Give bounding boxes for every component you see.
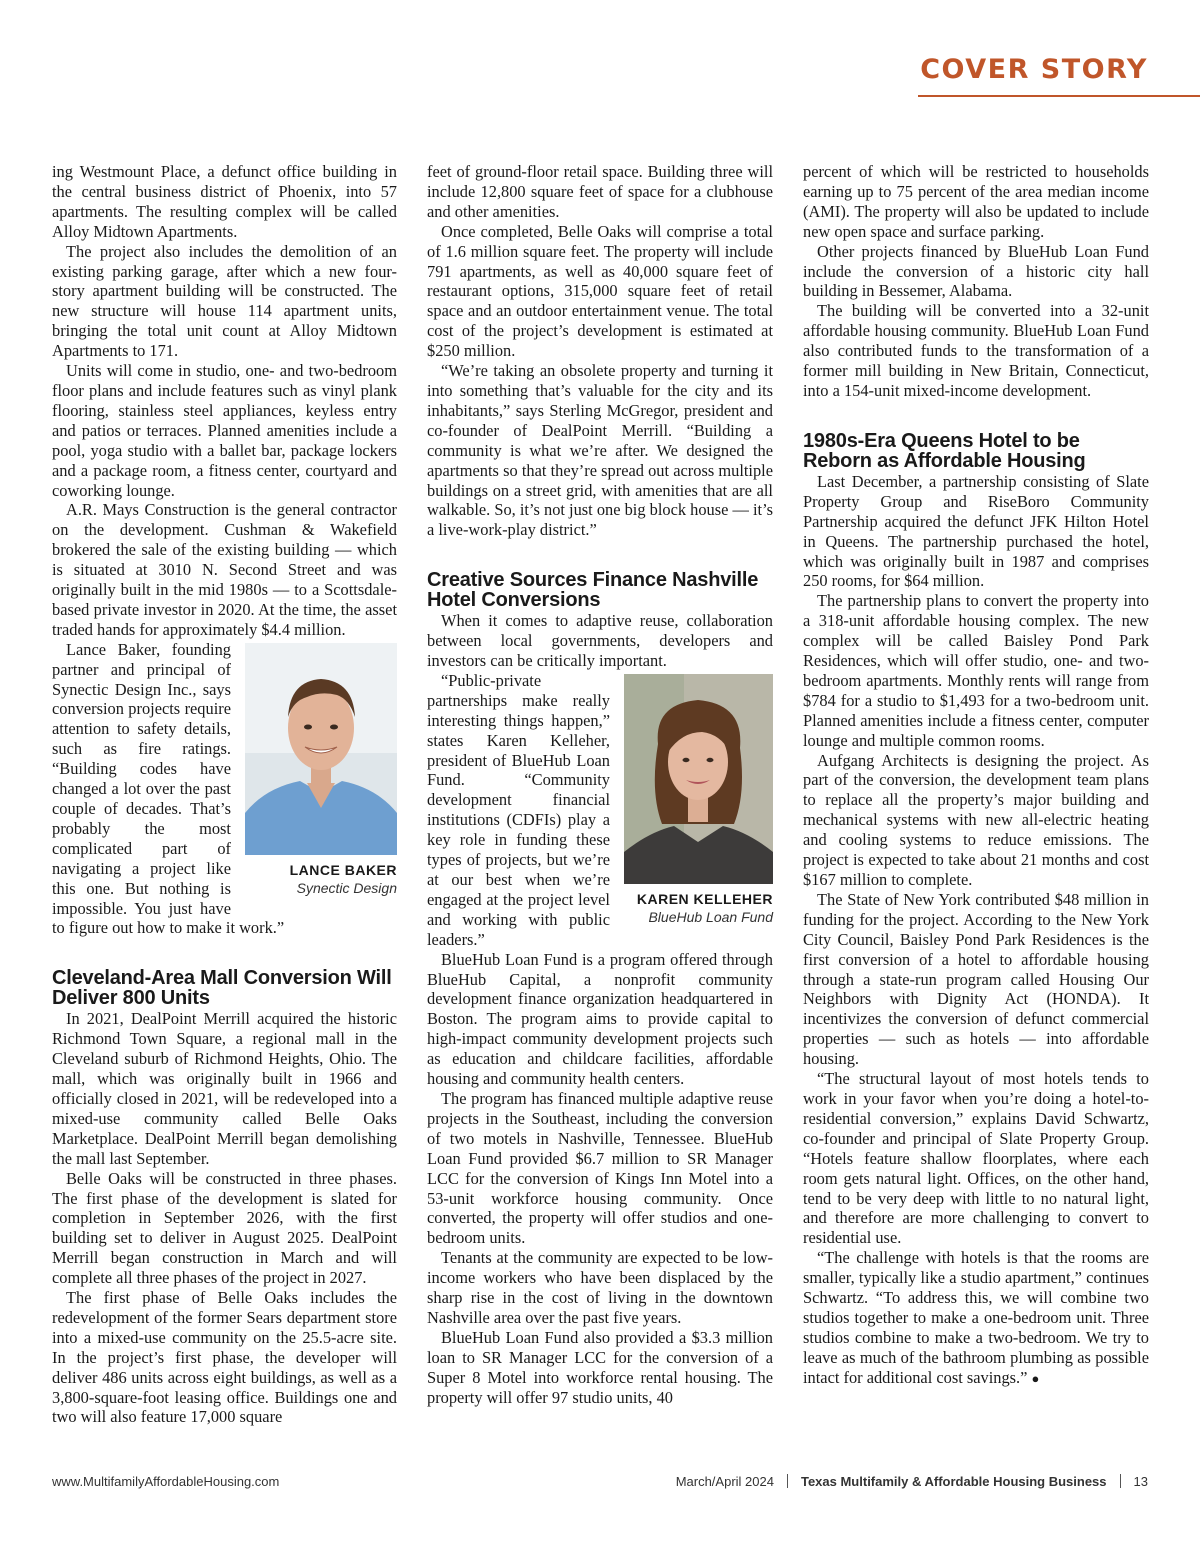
photo-karen-kelleher <box>624 674 773 926</box>
paragraph: A.R. Mays Construction is the general contractor on the development. Cushman & Wakefield brokered the sale of the existing building — which is situated at 3010 N. Second Street and was originally built in the mid 1980s — to a Scottsdale-based private investor in 2020. At the time, the asset traded hands for approximately $4.4 million. <box>52 500 397 639</box>
paragraph: Once completed, Belle Oaks will comprise a total of 1.6 million square feet. The property will include 791 apartments, as well as 40,000 square feet of restaurant options, 315,000 square feet of retail space and an outdoor entertainment venue. The total cost of the project’s development is estimated at $250 million. <box>427 221 773 361</box>
paragraph: Aufgang Architects is designing the project. As part of the conversion, the development team plans to replace all the property’s major building and mechanical systems with new all-electric heating and cooling systems to reduce emissions. The project is expected to take about 21 months and cost $167 million to complete. <box>803 750 1149 889</box>
section-heading: Creative Sources Finance Nashville Hotel Conversions <box>427 569 759 612</box>
column-2 <box>427 162 773 1407</box>
photo-caption-org: BlueHub Loan Fund <box>648 908 773 925</box>
paragraph: percent of which will be restricted to households earning up to 75 percent of the area median income (AMI). The property will also be updated to include new open space and surface parking. <box>803 162 1149 241</box>
paragraph-text: “The challenge with hotels is that the rooms are smaller, typically like a studio apartment,” continues Schwartz. “To address this, we will combine two studios together to make a one-bedroom unit. Three studios combine to make a two-bedroom. We try to leave as much of the bathroom plumbing as possible intact for additional cost savings.” <box>803 1248 1149 1387</box>
paragraph: The project also includes the demolition of an existing parking garage, after which a new four-story apartment building will be constructed. The new structure will house 114 apartment units, bringing the total unit count at Alloy Midtown Apartments to 171. <box>52 241 397 361</box>
page-number: 13 <box>1133 1474 1148 1489</box>
paragraph: “Public-private partnerships make really interesting things happen,” states Karen Kelleher, president of BlueHub Loan Fund. “Community development financial institutions (CDFIs) play a key role in funding these types of projects, but we’re at our best when we’re engaged at the project level and working with public leaders.” <box>427 670 610 949</box>
portrait-photo-icon <box>624 674 773 884</box>
paragraph: Other projects financed by BlueHub Loan Fund include the conversion of a historic city hall building in Bessemer, Alabama. <box>803 241 1149 301</box>
footer-divider <box>787 1474 788 1488</box>
section-heading: 1980s-Era Queens Hotel to be Reborn as Affordable Housing <box>803 429 1086 472</box>
column-3 <box>803 162 1149 1389</box>
paragraph: “We’re taking an obsolete property and turning it into something that’s valuable for the city and its inhabitants,” says Sterling McGregor, president and co-founder of DealPoint Merrill. “Building a community is what we’re after. We designed the apartments so that they’re spread out across multiple buildings on a street grid, with amenities that are all walkable. So, it’s not just one big block house — it’s a live-work-play district.” <box>427 361 774 540</box>
paragraph: The program has financed multiple adaptive reuse projects in the Southeast, including the conversion of two motels in Nashville, Tennessee. BlueHub Loan Fund provided $6.7 million to SR Manager LCC for the conversion of Kings Inn Motel into a 53-unit workforce housing community. Once converted, the property will offer studios and one-bedroom units. <box>427 1088 773 1248</box>
photo-caption-name: KAREN KELLEHER <box>636 890 773 907</box>
paragraph: ing Westmount Place, a defunct office building in the central business district of Phoenix, into 57 apartments. The resulting complex will be called Alloy Midtown Apartments. <box>52 162 397 241</box>
photo-caption-org: Synectic Design <box>296 879 397 896</box>
section-rule <box>918 95 1200 97</box>
footer-url[interactable]: www.MultifamilyAffordableHousing.com <box>52 1474 280 1489</box>
footer-divider <box>1120 1474 1121 1488</box>
paragraph: Units will come in studio, one- and two-bedroom floor plans and include features such as vinyl plank flooring, stainless steel appliances, keyless entry and patios or terraces. Planned amenities include a pool, yoga studio with a ballet bar, package lockers and a package room, a fitness center, courtyard and coworking lounge. <box>52 361 397 500</box>
paragraph <box>803 1248 1149 1388</box>
paragraph: The State of New York contributed $48 million in funding for the project. According to the New York City Council, Baisley Pond Park Residences is the first conversion of a hotel to affordable housing through a state-run program called Housing Our Neighbors with Dignity Act (HONDA). It incentivizes the conversion of defunct commercial properties — such as hotels — into affordable housing. <box>803 889 1149 1069</box>
footer-right <box>676 1474 1148 1489</box>
paragraph: Tenants at the community are expected to be low-income workers who have been displaced by the sharp rise in the cost of living in the downtown Nashville area over the past five years. <box>427 1248 773 1327</box>
paragraph: Lance Baker, founding partner and principal of Synectic Design Inc., says conversion projects require attention to safety details, such as fire ratings. “Building codes have changed a lot over the past couple of decades. That’s probably the most complicated part of navigating a project like this one. But nothing is impossible. You just have to figure out how to make it work.” <box>52 639 285 938</box>
photo-caption-name: LANCE BAKER <box>289 861 397 878</box>
paragraph: feet of ground-floor retail space. Building three will include 12,800 square feet of space for a clubhouse and other amenities. <box>427 162 773 221</box>
section-label: COVER STORY <box>920 54 1148 85</box>
paragraph: Last December, a partnership consisting of Slate Property Group and RiseBoro Community Partnership acquired the defunct JFK Hilton Hotel in Queens. The partnership purchased the hotel, which was originally built in 1987 and comprises 250 rooms, for $64 million. <box>803 471 1149 591</box>
paragraph: The first phase of Belle Oaks includes the redevelopment of the former Sears department store into a mixed-use community on the 25.5-acre site. In the project’s first phase, the developer will deliver 486 units across eight buildings, as well as a 3,800-square-foot leasing office. Buildings one and two will also feature 17,000 square <box>52 1288 397 1427</box>
photo-lance-baker <box>245 643 397 897</box>
end-mark-icon: ● <box>1031 1370 1040 1386</box>
column-1 <box>52 162 397 1427</box>
paragraph: When it comes to adaptive reuse, collaboration between local governments, developers and investors can be critically important. <box>427 611 773 671</box>
page-footer <box>52 1474 1148 1494</box>
section-heading: Cleveland-Area Mall Conversion Will Deliver 800 Units <box>52 967 392 1010</box>
paragraph: “The structural layout of most hotels tends to work in your favor when you’re doing a hotel-to-residential conversion,” explains David Schwartz, co-founder and principal of Slate Property Group. “Hotels feature shallow floorplates, where each room gets natural light. Offices, on the other hand, tend to be very deep with little to no natural light, and therefore are more challenging to convert to residential use. <box>803 1069 1149 1248</box>
paragraph: The building will be converted into a 32-unit affordable housing community. BlueHub Loan Fund also contributed funds to the transformation of a former mill building in New Britain, Connecticut, into a 154-unit mixed-income development. <box>803 301 1149 400</box>
footer-publication: Texas Multifamily & Affordable Housing Business <box>800 1474 1107 1489</box>
paragraph: In 2021, DealPoint Merrill acquired the historic Richmond Town Square, a regional mall in the Cleveland suburb of Richmond Heights, Ohio. The mall, which was originally built in 1966 and officially closed in 2021, will be redeveloped into a mixed-use community called Belle Oaks Marketplace. DealPoint Merrill began demolishing the mall last September. <box>52 1009 397 1168</box>
paragraph: Belle Oaks will be constructed in three phases. The first phase of the development is slated for completion in September 2026, with the first building set to deliver in August 2025. DealPoint Merrill began construction in March and will complete all three phases of the project in 2027. <box>52 1168 397 1288</box>
portrait-photo-icon <box>245 643 397 855</box>
paragraph: The partnership plans to convert the property into a 318-unit affordable housing complex. The new complex will be called Baisley Pond Park Residences, which will offer studio, one- and two-bedroom apartments. Monthly rents will range from $784 for a studio to $1,493 for a two-bedroom unit. Planned amenities include a fitness center, computer lounge and multiple common rooms. <box>803 591 1149 750</box>
footer-date: March/April 2024 <box>675 1474 774 1489</box>
paragraph: BlueHub Loan Fund also provided a $3.3 million loan to SR Manager LCC for the conversion of a Super 8 Motel into workforce rental housing. The property will offer 97 studio units, 40 <box>427 1327 773 1407</box>
paragraph: BlueHub Loan Fund is a program offered through BlueHub Capital, a nonprofit community development finance organization headquartered in Boston. The program aims to provide capital to high-impact community development projects such as education and childcare facilities, affordable housing and community health centers. <box>427 949 773 1089</box>
